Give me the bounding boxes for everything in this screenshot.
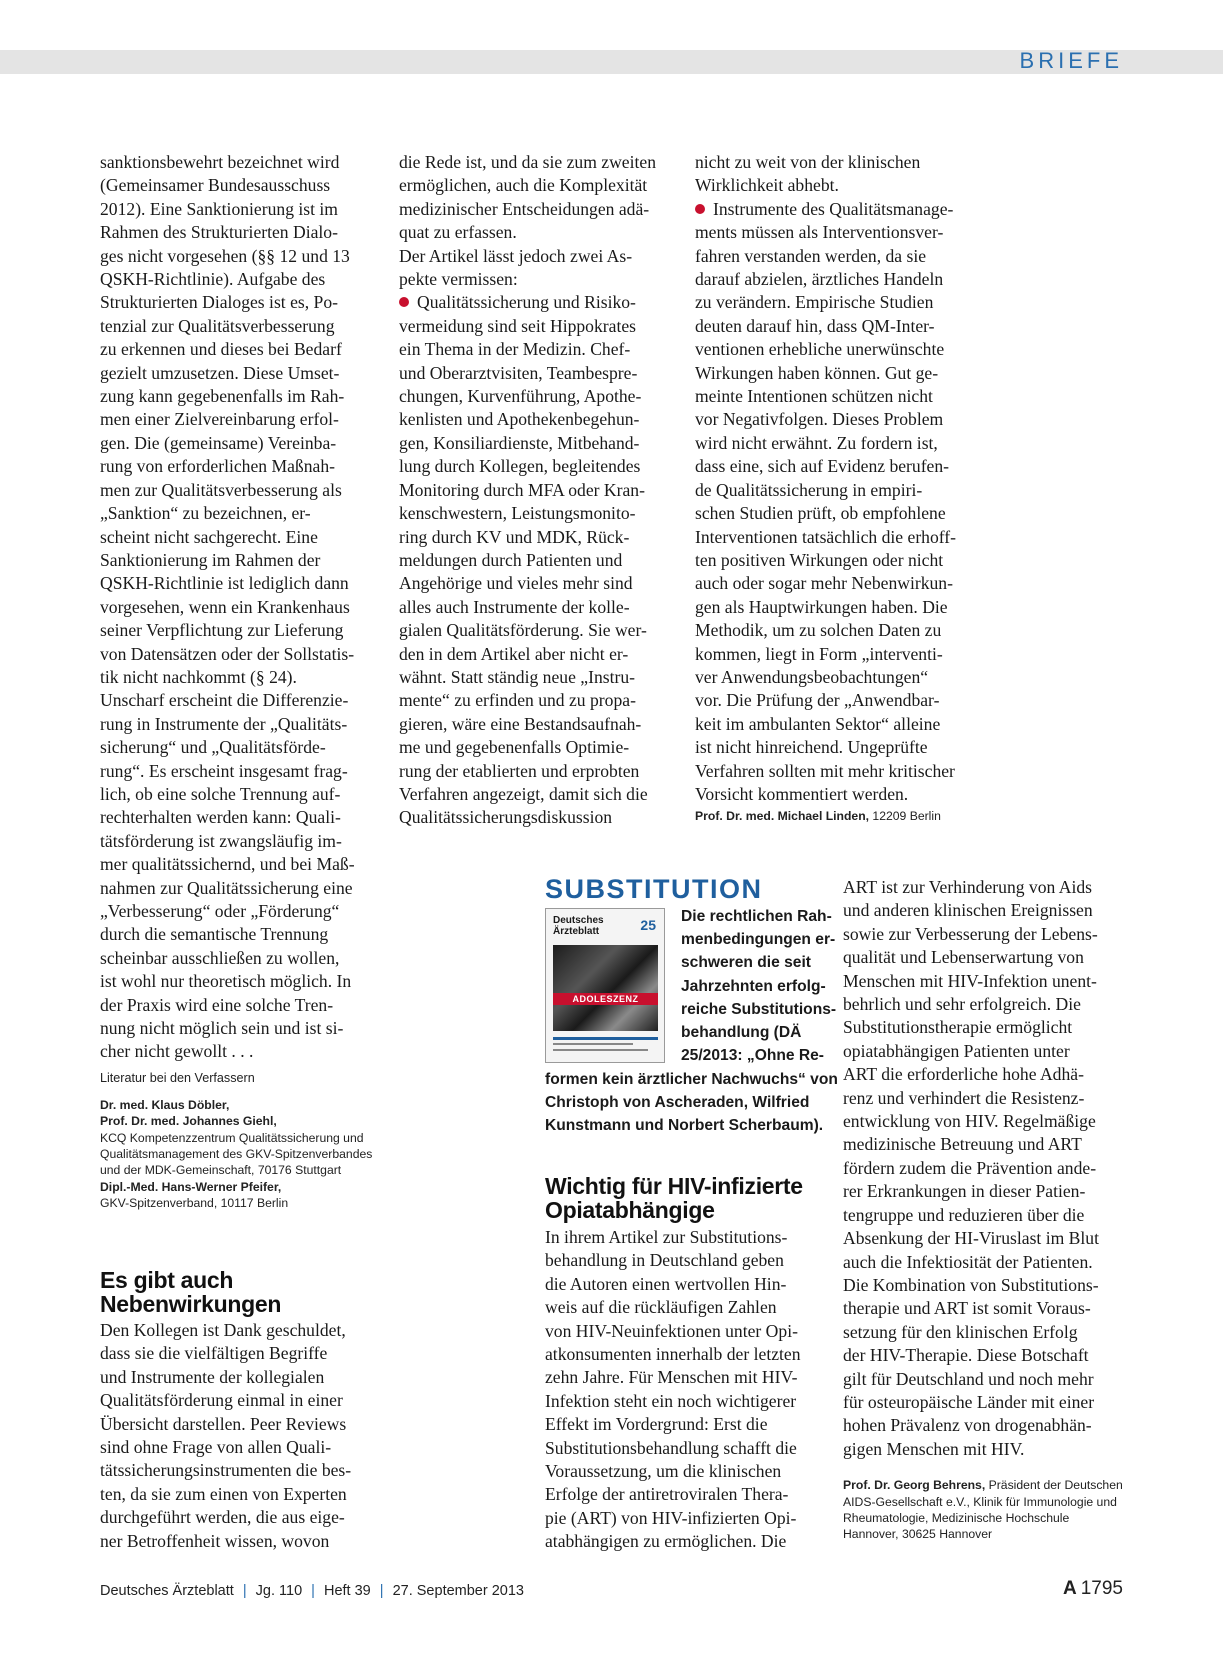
text-line: ist nicht hinreichend. Ungeprüfte <box>695 737 928 758</box>
text-line: lich, ob eine solche Trennung auf- <box>100 783 341 804</box>
text-line: Effekt im Vordergrund: Erst die <box>545 1414 768 1435</box>
text-line <box>695 198 975 221</box>
author-affiliation: Präsident der Deutschen <box>985 1478 1123 1493</box>
text-line: Methodik, um zu solchen Daten zu <box>695 620 942 641</box>
journal-issue: Heft 39 <box>323 1583 371 1599</box>
text-line: ver Anwendungsbeobachtungen“ <box>695 666 929 687</box>
text-line: wähnt. Statt ständig neue „Instru- <box>399 666 635 687</box>
text-line: behrlich und sehr erfolgreich. Die <box>843 994 1081 1015</box>
page-number-value: 1795 <box>1080 1578 1123 1599</box>
text-line: ART die erforderliche hohe Adhä- <box>843 1064 1084 1085</box>
column-3 <box>695 151 975 825</box>
text-line: alles auch Instrumente der kolle- <box>399 596 630 617</box>
lead-text <box>681 905 836 1067</box>
text-line: Unscharf erscheint die Differenzie- <box>100 690 349 711</box>
text-line: auch die Infektiosität der Patienten. <box>843 1251 1093 1272</box>
cover-photo <box>553 945 658 1031</box>
text-line: ges nicht vorgesehen (§§ 12 und 13 <box>100 245 350 266</box>
letter-headline <box>545 1174 803 1222</box>
text-line: QSKH-Richtlinie). Aufgabe des <box>100 269 326 290</box>
author-name: Dr. med. Klaus Döbler, <box>100 1097 230 1112</box>
text-line: qualität und Lebenserwartung von <box>843 947 1084 968</box>
text-line: ring durch KV und MDK, Rück- <box>399 526 630 547</box>
text-line: nung nicht möglich sein und ist si- <box>100 1018 344 1039</box>
text-line: Übersicht darstellen. Peer Reviews <box>100 1413 347 1434</box>
text-line: mer qualitätssichernd, und bei Maß- <box>100 854 355 875</box>
text-line: sowie zur Verbesserung der Lebens- <box>843 923 1098 944</box>
lead-line: Kunstmann und Norbert Scherbaum). <box>545 1117 824 1135</box>
section-label: BRIEFE <box>1019 48 1123 73</box>
letter-3-text <box>545 1226 825 1554</box>
text-line: seiner Verpflichtung zur Lieferung <box>100 620 344 641</box>
text-line: auch oder sogar mehr Nebenwirkun- <box>695 573 953 594</box>
text-line: der Praxis wird eine solche Tren- <box>100 994 334 1015</box>
text-line: (Gemeinsamer Bundesausschuss <box>100 175 331 196</box>
page-prefix: A <box>1062 1578 1077 1599</box>
text-line: zehn Jahre. Für Menschen mit HIV- <box>545 1367 798 1388</box>
cover-issue-number: 25 <box>640 917 656 933</box>
text-line: fördern zudem die Prävention ande- <box>843 1157 1097 1178</box>
page-number <box>1063 1578 1123 1600</box>
text-line: Vorsicht kommentiert werden. <box>695 783 909 804</box>
text-line: In ihrem Artikel zur Substitutions- <box>545 1227 788 1247</box>
text-line: die Autoren einen wertvollen Hin- <box>545 1273 787 1294</box>
text-line: ten, da sie zum einen von Experten <box>100 1483 347 1504</box>
author-affiliation: Rheumatologie, Medizinische Hochschule <box>843 1510 1070 1525</box>
text-line: fahren verstanden werden, da sie <box>695 245 927 266</box>
text-line: QSKH-Richtlinie ist lediglich dann <box>100 573 349 594</box>
author-name: Prof. Dr. Georg Behrens, <box>843 1478 986 1493</box>
text-line: Wirkungen haben können. Gut ge- <box>695 362 939 383</box>
column-4 <box>843 876 1133 1543</box>
text-line: rung in Instrumente der „Qualitäts- <box>100 713 348 734</box>
text-line: den in dem Artikel aber nicht er- <box>399 643 629 664</box>
author-affiliation: GKV-Spitzenverband, 10117 Berlin <box>100 1196 289 1211</box>
literature-note: Literatur bei den Verfassern <box>100 1070 255 1085</box>
text-line: Menschen mit HIV-Infektion unent- <box>843 970 1097 991</box>
author-affiliation: KCQ Kompetenzzentrum Qualitätssicherung und <box>100 1130 364 1145</box>
text-line: tätssicherungsinstrumenten die bes- <box>100 1460 352 1481</box>
cover-title-line: Ärzteblatt <box>553 926 600 937</box>
text-line: behandlung in Deutschland geben <box>545 1250 784 1271</box>
text-line: Infektion steht ein noch wichtigerer <box>545 1390 797 1411</box>
lead-line: Christoph von Ascheraden, Wilfried <box>545 1094 810 1112</box>
text-line: vermeidung sind seit Hippokrates <box>399 315 636 336</box>
journal-volume: Jg. 110 <box>255 1583 303 1599</box>
text-line: ist wohl nur theoretisch möglich. In <box>100 971 352 992</box>
lead-line: reiche Substitutions- <box>681 1000 837 1018</box>
text-line: ermöglichen, auch die Komplexität <box>399 175 648 196</box>
lead-line: menbedingungen er- <box>681 931 836 949</box>
text-line: weis auf die rückläufigen Zahlen <box>545 1297 777 1318</box>
text-line: „Sanktion“ zu bezeichnen, er- <box>100 503 311 524</box>
letter-headline <box>100 1268 281 1316</box>
text-line: tenzial zur Qualitätsverbesserung <box>100 315 335 336</box>
journal-name: Deutsches Ärzteblatt <box>100 1583 234 1599</box>
letter-text <box>100 151 380 1064</box>
text-line: rung“. Es erscheint insgesamt frag- <box>100 760 348 781</box>
text-line: scheinbar ausschließen zu wollen, <box>100 947 340 968</box>
text-line: und Instrumente der kollegialen <box>100 1366 325 1387</box>
text-line: „Verbesserung“ oder „Förderung“ <box>100 901 340 921</box>
text-line: deuten darauf hin, dass QM-Inter- <box>695 315 935 336</box>
text-line: meinte Intentionen schützen nicht <box>695 386 933 407</box>
text-line: nicht zu weit von der klinischen <box>695 152 921 172</box>
author-name: Prof. Dr. med. Michael Linden, <box>695 809 870 824</box>
author-signature <box>843 1477 1133 1543</box>
text-line: durchgeführt werden, die aus eige- <box>100 1507 345 1528</box>
text-line: nahmen zur Qualitätssicherung eine <box>100 877 353 898</box>
text-line: gilt für Deutschland und noch mehr <box>843 1368 1094 1389</box>
lead-line: 25/2013: „Ohne Re- <box>681 1047 825 1065</box>
text-line: gieren, wäre eine Bestandsaufnah- <box>399 713 642 734</box>
footer-separator: | <box>379 1583 384 1599</box>
text-line: entwicklung von HIV. Regelmäßige <box>843 1111 1096 1132</box>
author-name: Prof. Dr. med. Johannes Giehl, <box>100 1114 277 1129</box>
text-line: dass sie die vielfältigen Begriffe <box>100 1343 328 1364</box>
text-line: sicherung“ und „Qualitätsförde- <box>100 737 326 758</box>
footer-separator: | <box>242 1583 247 1599</box>
rubric-title: SUBSTITUTION <box>545 874 763 904</box>
cover-footer-bar <box>553 1037 658 1040</box>
text-line: sanktionsbewehrt bezeichnet wird <box>100 152 340 172</box>
text-line: durch die semantische Trennung <box>100 924 329 945</box>
text-line: ART ist zur Verhinderung von Aids <box>843 877 1092 897</box>
text-line: cher nicht gewollt . . . <box>100 1041 254 1062</box>
text-line: Erfolge der antiretroviralen Thera- <box>545 1484 789 1505</box>
text-line: vor Negativfolgen. Dieses Problem <box>695 409 944 430</box>
text-line: quat zu erfassen. <box>399 222 517 243</box>
text-line: vorgesehen, wenn ein Krankenhaus <box>100 596 350 617</box>
text-line: rung der etablierten und erprobten <box>399 760 640 781</box>
headline-line: Opiatabhängige <box>545 1197 715 1223</box>
cover-title <box>553 915 604 937</box>
text-line: tätsförderung ist zwangsläufig im- <box>100 830 342 851</box>
text-line: ventionen erhebliche unerwünschte <box>695 339 945 360</box>
cover-title-line: Deutsches <box>553 915 604 926</box>
cover-footer-line <box>553 1043 633 1045</box>
text-line: von HIV-Neuinfektionen unter Opi- <box>545 1320 798 1341</box>
author-affiliation: Qualitätsmanagement des GKV-Spitzenverbandes <box>100 1147 373 1162</box>
text-line: Interventionen tatsächlich die erhoff- <box>695 526 957 547</box>
text-line: 2012). Eine Sanktionierung ist im <box>100 198 338 219</box>
text-line: dass eine, sich auf Evidenz berufen- <box>695 456 950 477</box>
text-line: wird nicht erwähnt. Zu fordern ist, <box>695 432 938 453</box>
text-line: kenschwestern, Leistungsmonito- <box>399 503 636 524</box>
text-line: men einer Zielvereinbarung erfol- <box>100 409 339 430</box>
lead-line: Jahrzehnten erfolg- <box>681 977 826 995</box>
lead-line: Die rechtlichen Rah- <box>681 908 832 925</box>
text-line: Den Kollegen ist Dank geschuldet, <box>100 1320 346 1340</box>
text-line: Monitoring durch MFA oder Kran- <box>399 479 645 500</box>
text-line: Verfahren angezeigt, damit sich die <box>399 783 648 804</box>
publication-date: 27. September 2013 <box>392 1583 524 1599</box>
bullet-icon <box>399 297 409 307</box>
magazine-cover-thumbnail <box>545 908 665 1063</box>
text-line: chungen, Kurvenführung, Apothe- <box>399 386 642 407</box>
text-line: ein Thema in der Medizin. Chef- <box>399 339 631 360</box>
text-line: Qualitätssicherung und Risiko- <box>417 292 636 313</box>
text-line: Qualitätssicherungsdiskussion <box>399 807 613 828</box>
text-line: rung von erforderlichen Maßnah- <box>100 456 335 477</box>
author-signature <box>100 1097 380 1212</box>
text-line: schen Studien prüft, ob empfohlene <box>695 503 946 524</box>
text-line: lung durch Kollegen, begleitendes <box>399 456 641 477</box>
text-line: rer Erkrankungen in dieser Patien- <box>843 1181 1086 1202</box>
text-line: setzung für den klinischen Erfolg <box>843 1321 1078 1342</box>
text-line: Absenkung der HI-Viruslast im Blut <box>843 1228 1099 1249</box>
text-line: kommen, liegt in Form „interventi- <box>695 643 943 664</box>
column-2 <box>399 151 679 830</box>
lead-line: schweren die seit <box>681 954 812 972</box>
text-line: zu verändern. Empirische Studien <box>695 292 934 313</box>
headline-line: Nebenwirkungen <box>100 1291 282 1317</box>
text-line: scheint nicht sachgerecht. Eine <box>100 526 318 547</box>
text-line: gen, Konsiliardienste, Mitbehand- <box>399 432 640 453</box>
text-line <box>399 291 679 314</box>
author-affiliation: und der MDK-Gemeinschaft, 70176 Stuttgart <box>100 1163 342 1178</box>
author-signature <box>695 808 975 824</box>
text-line: meldungen durch Patienten und <box>399 549 623 570</box>
text-line: gezielt umzusetzen. Diese Umset- <box>100 362 340 383</box>
text-line: Strukturierten Dialoges ist es, Po- <box>100 292 338 313</box>
text-line: Der Artikel lässt jedoch zwei As- <box>399 245 633 266</box>
text-line: rechterhalten werden kann: Quali- <box>100 807 341 828</box>
text-line: und anderen klinischen Ereignissen <box>843 900 1093 921</box>
text-line: ten positiven Wirkungen oder nicht <box>695 549 944 570</box>
text-line: pekte vermissen: <box>399 269 518 290</box>
text-line: Rahmen des Strukturierten Dialo- <box>100 222 338 243</box>
author-affiliation: AIDS-Gesellschaft e.V., Klinik für Immunologie und <box>843 1494 1117 1509</box>
text-line: medizinischer Entscheidungen adä- <box>399 198 650 219</box>
author-affiliation: Hannover, 30625 Hannover <box>843 1527 993 1542</box>
text-line: tik nicht nachkommt (§ 24). <box>100 666 297 687</box>
text-line: gigen Menschen mit HIV. <box>843 1438 1025 1459</box>
text-line: keit im ambulanten Sektor“ alleine <box>695 713 941 734</box>
headline-line: Es gibt auch <box>100 1267 234 1293</box>
text-line: medizinische Betreuung und ART <box>843 1134 1082 1155</box>
letter-2-text <box>100 1319 380 1553</box>
author-place: 12209 Berlin <box>869 809 941 824</box>
text-line: ments müssen als Interventionsver- <box>695 222 944 243</box>
text-line: therapie und ART ist somit Voraus- <box>843 1298 1091 1319</box>
text-line: tengruppe und reduzieren über die <box>843 1204 1085 1225</box>
text-line: ner Betroffenheit wissen, wovon <box>100 1530 330 1551</box>
text-line: me und gegebenenfalls Optimie- <box>399 737 630 758</box>
text-line: gialen Qualitätsförderung. Sie wer- <box>399 620 647 641</box>
text-line: von Datensätzen oder der Sollstatis- <box>100 643 355 664</box>
cover-footer-line <box>553 1049 648 1051</box>
text-line: Qualitätsförderung einmal in einer <box>100 1390 343 1411</box>
text-line: Substitutionsbehandlung schafft die <box>545 1437 797 1458</box>
text-line: vor. Die Prüfung der „Anwendbar- <box>695 690 940 711</box>
text-line: zu erkennen und dieses bei Bedarf <box>100 339 342 360</box>
text-line: hohen Prävalenz von drogenabhän- <box>843 1415 1092 1436</box>
text-line: gen. Die (gemeinsame) Vereinba- <box>100 432 337 453</box>
text-line: Sanktionierung im Rahmen der <box>100 549 321 570</box>
author-name: Dipl.-Med. Hans-Werner Pfeifer, <box>100 1179 282 1194</box>
lead-line: behandlung (DÄ <box>681 1024 802 1042</box>
bullet-icon <box>695 204 705 214</box>
text-line: gen als Hauptwirkungen haben. Die <box>695 596 948 617</box>
lead-line: formen kein ärztlicher Nachwuchs“ von <box>545 1071 838 1088</box>
text-line: atkonsumenten innerhalb der letzten <box>545 1344 801 1365</box>
cover-band: ADOLESZENZ <box>553 993 658 1005</box>
text-line: pie (ART) von HIV-infizierten Opi- <box>545 1507 797 1528</box>
text-line: der HIV-Therapie. Diese Botschaft <box>843 1345 1089 1366</box>
text-line: darauf abzielen, ärztliches Handeln <box>695 269 944 290</box>
headline-line: Wichtig für HIV-infizierte <box>545 1173 803 1199</box>
text-line: Angehörige und vieles mehr sind <box>399 573 633 594</box>
text-line: Verfahren sollten mit mehr kritischer <box>695 760 955 781</box>
text-line: zung kann gegebenenfalls im Rah- <box>100 386 345 407</box>
text-line: Voraussetzung, um die klinischen <box>545 1461 782 1482</box>
text-line: atabhängigen zu ermöglichen. Die <box>545 1531 787 1552</box>
text-line: kenlisten und Apothekenbegehun- <box>399 409 640 430</box>
text-line: Substitutionstherapie ermöglicht <box>843 1017 1073 1038</box>
text-line: für osteuropäische Länder mit einer <box>843 1391 1095 1412</box>
text-line: Wirklichkeit abhebt. <box>695 175 839 196</box>
text-line: de Qualitätssicherung in empiri- <box>695 479 923 500</box>
text-line: sind ohne Frage von allen Quali- <box>100 1437 332 1458</box>
footer-separator: | <box>311 1583 315 1599</box>
column-1 <box>100 151 380 1212</box>
text-line: renz und verhindert die Resistenz- <box>843 1087 1085 1108</box>
text-line: die Rede ist, und da sie zum zweiten <box>399 152 656 172</box>
text-line: men zur Qualitätsverbesserung als <box>100 479 342 500</box>
text-line: Die Kombination von Substitutions- <box>843 1274 1099 1295</box>
page-footer <box>100 1583 524 1599</box>
text-line: opiatabhängigen Patienten unter <box>843 1040 1070 1061</box>
lead-text-continued <box>545 1068 838 1138</box>
text-line: Instrumente des Qualitätsmanage- <box>713 198 954 219</box>
text-line: und Oberarztvisiten, Teambespre- <box>399 362 638 383</box>
text-line: mente“ zu erfinden und zu propa- <box>399 690 636 711</box>
